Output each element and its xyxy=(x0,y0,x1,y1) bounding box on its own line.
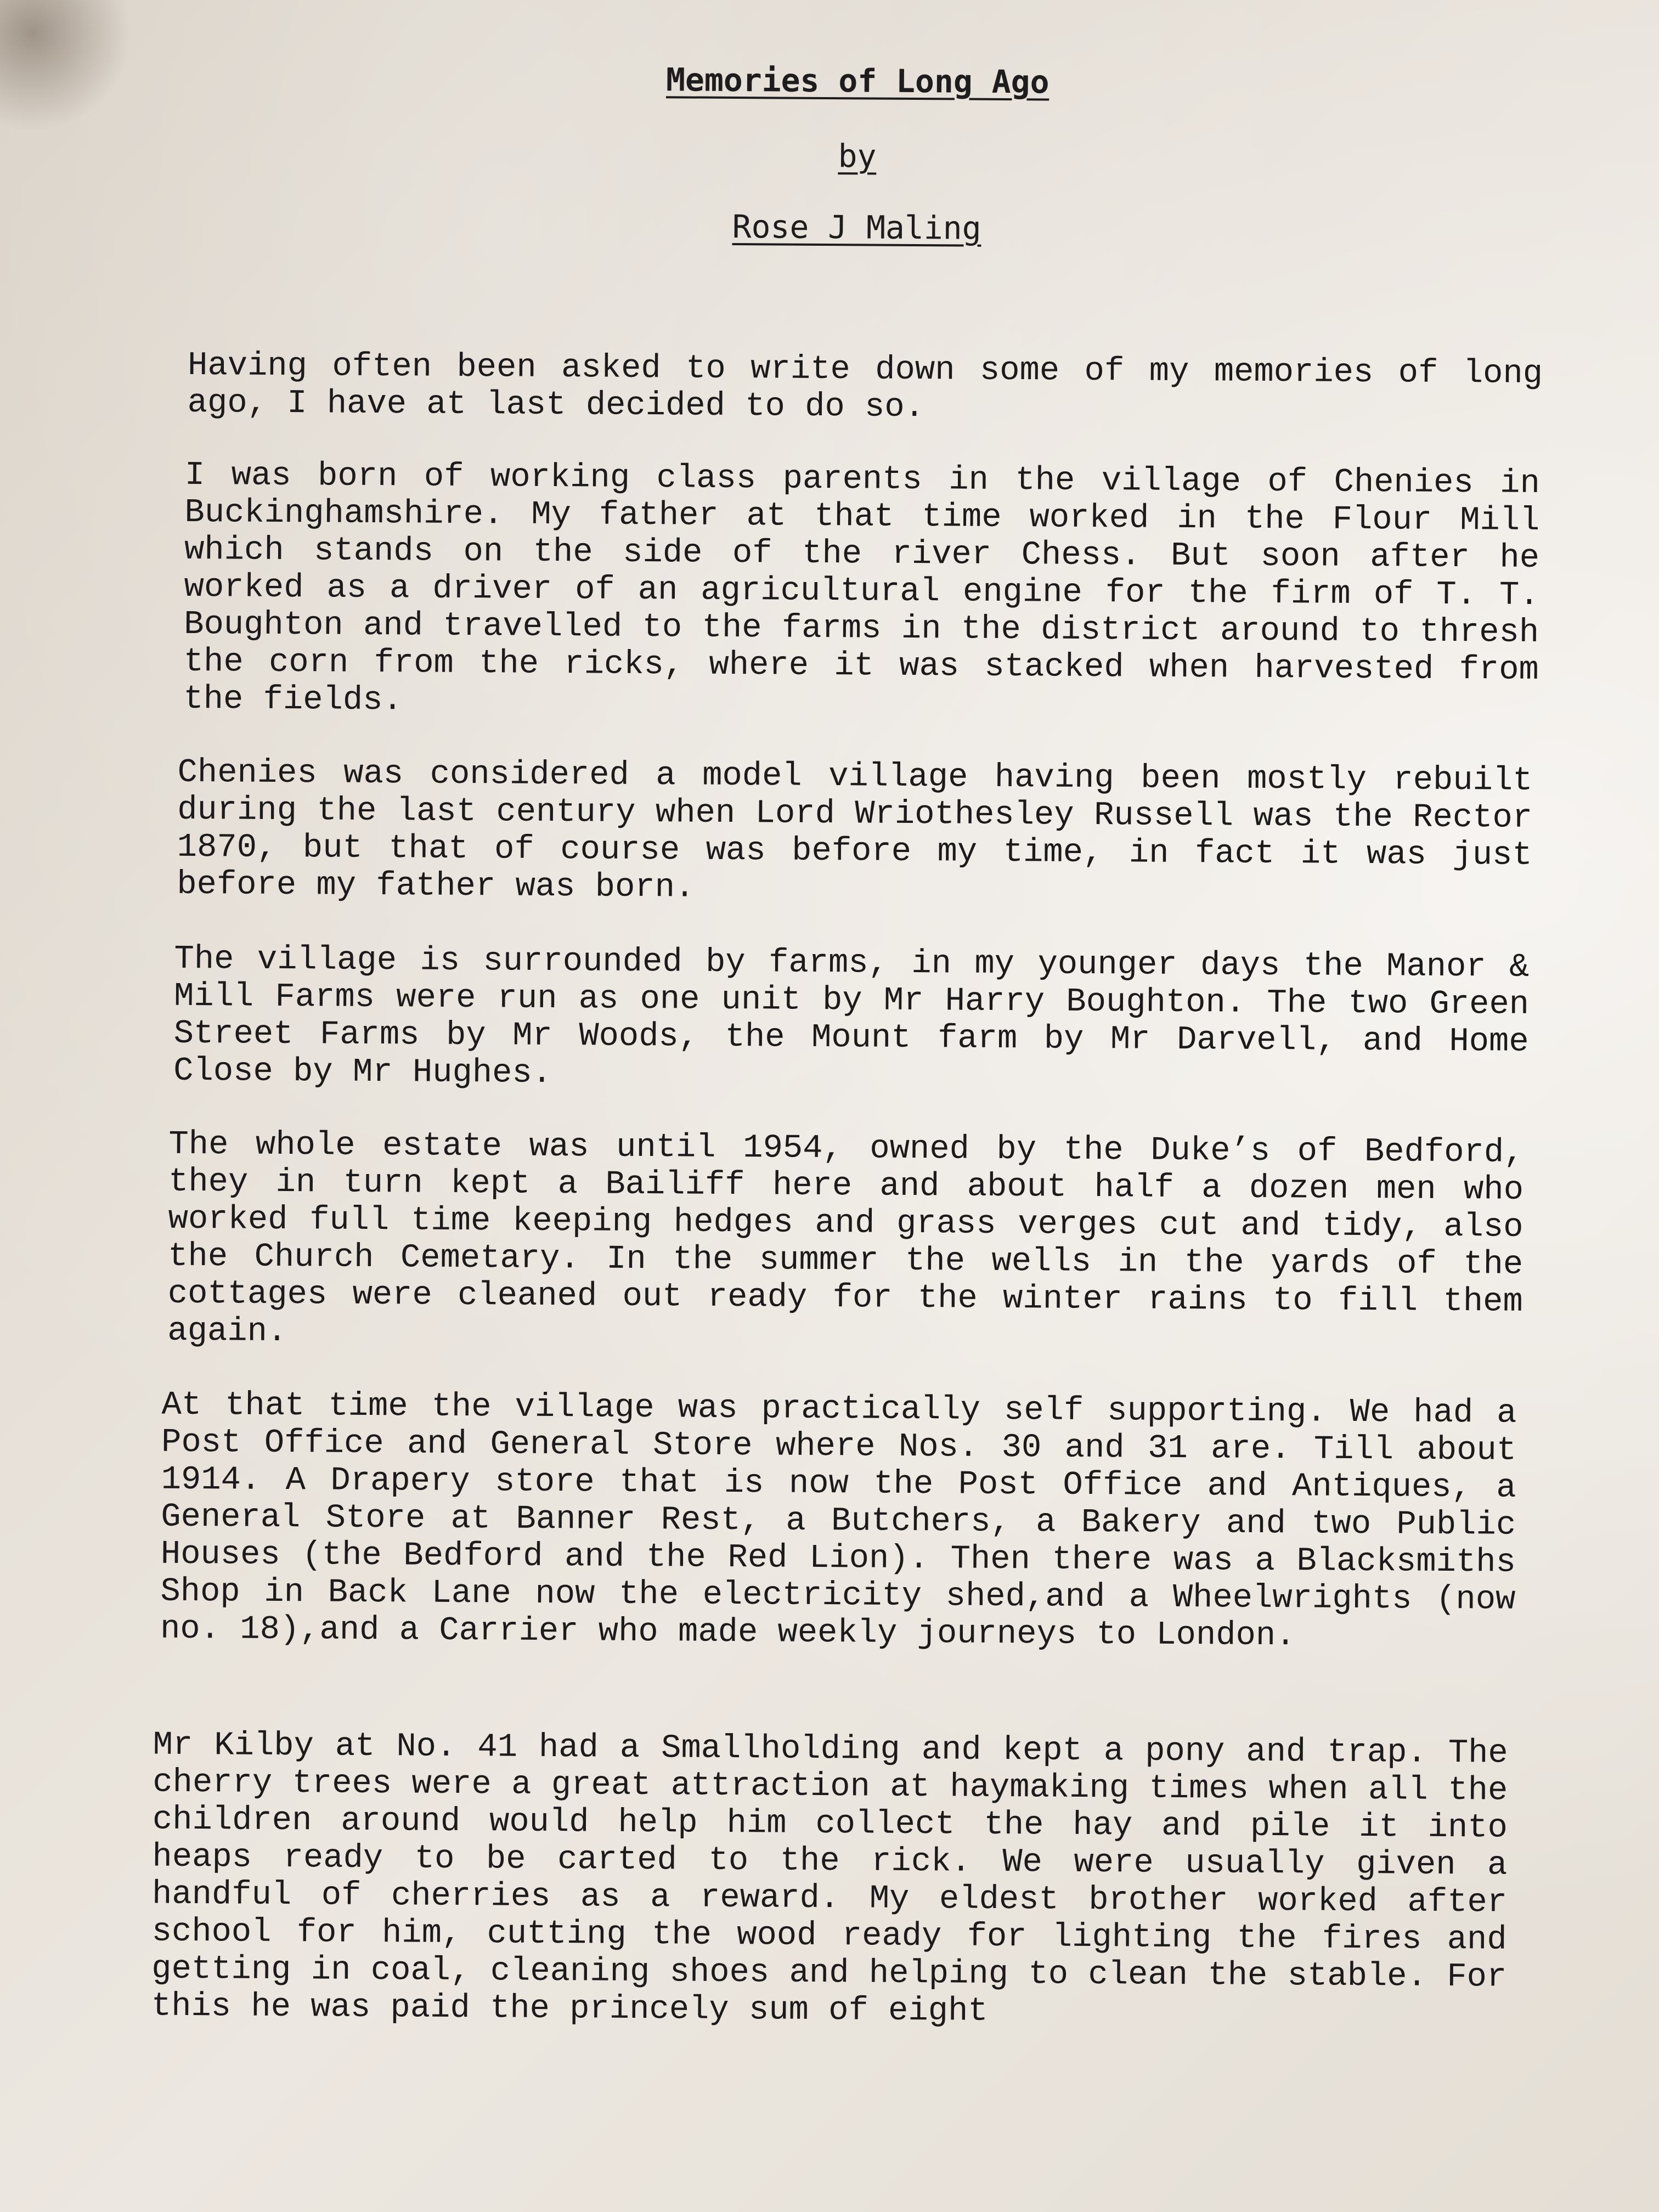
author-name-text: Rose J Maling xyxy=(732,207,981,247)
paragraph-intro: Having often been asked to write down some of my memories of long ago, I have at last decided to do so. xyxy=(187,347,1543,427)
byline-word xyxy=(27,135,1659,177)
document-title-text: Memories of Long Ago xyxy=(665,61,1049,101)
paragraph-farms: The village is surrounded by farms, in my younger days the Manor & Mill Farms were run as one unit by Mr Harry Boughton. The two Green Street Farms by Mr Woods, the Mount farm by Mr Darvell, and Home Close by Mr Hughes. xyxy=(173,940,1530,1092)
paragraph-estate: The whole estate was until 1954, owned by the Duke’s of Bedford, they in turn kept a Bailiff here and about half a dozen men who worked full time keeping hedges and grass verges cut and tidy, also the Church Cemetary. In the summer the wells in the yards of the cottages were cleaned out ready for the winter rains to fill them again. xyxy=(167,1126,1524,1351)
document-title xyxy=(28,60,1659,101)
paragraph-model-village: Chenies was considered a model village having been mostly rebuilt during the last century when Lord Wriothesley Russell was the Rector 1870, but that of course was before my time, in fact it was just before my father was born. xyxy=(177,754,1533,907)
paragraph-smallholding: Mr Kilby at No. 41 had a Smallholding and kept a pony and trap. The cherry trees were a great attraction at haymaking times when all the children around would help him collect the hay and pile it into heaps ready to be carted to the rick. We were usually given a handful of cherries as a reward. My eldest brother worked after school for him, cutting the wood ready for lighting the fires and getting in coal, cleaning shoes and helping to clean the stable. For this he was paid the princely sum of eight xyxy=(151,1726,1508,2030)
paragraph-birth: I was born of working class parents in the village of Chenies in Buckinghamshire. My father at that time worked in the Flour Mill which stands on the side of the river Chess. But soon after he worked as a driver of an agricultural engine for the firm of T. T. Boughton and travelled to the farms in the district around to thresh the corn from the ricks, where it was stacked when harvested from the fields. xyxy=(183,456,1541,720)
byline-word-text: by xyxy=(838,137,877,175)
paragraph-shops: At that time the village was practically self supporting. We had a Post Office and General Store where Nos. 30 and 31 are. Till about 1914. A Drapery store that is now the Post Office and Antiques, a General Store at Banner Rest, a Butchers, a Bakery and two Public Houses (the Bedford and the Red Lion). Then there was a Blacksmiths Shop in Back Lane now the electricity shed,and a Wheelwrights (now no. 18),and a Carrier who made weekly journeys to London. xyxy=(160,1386,1517,1655)
author-name xyxy=(27,206,1659,248)
